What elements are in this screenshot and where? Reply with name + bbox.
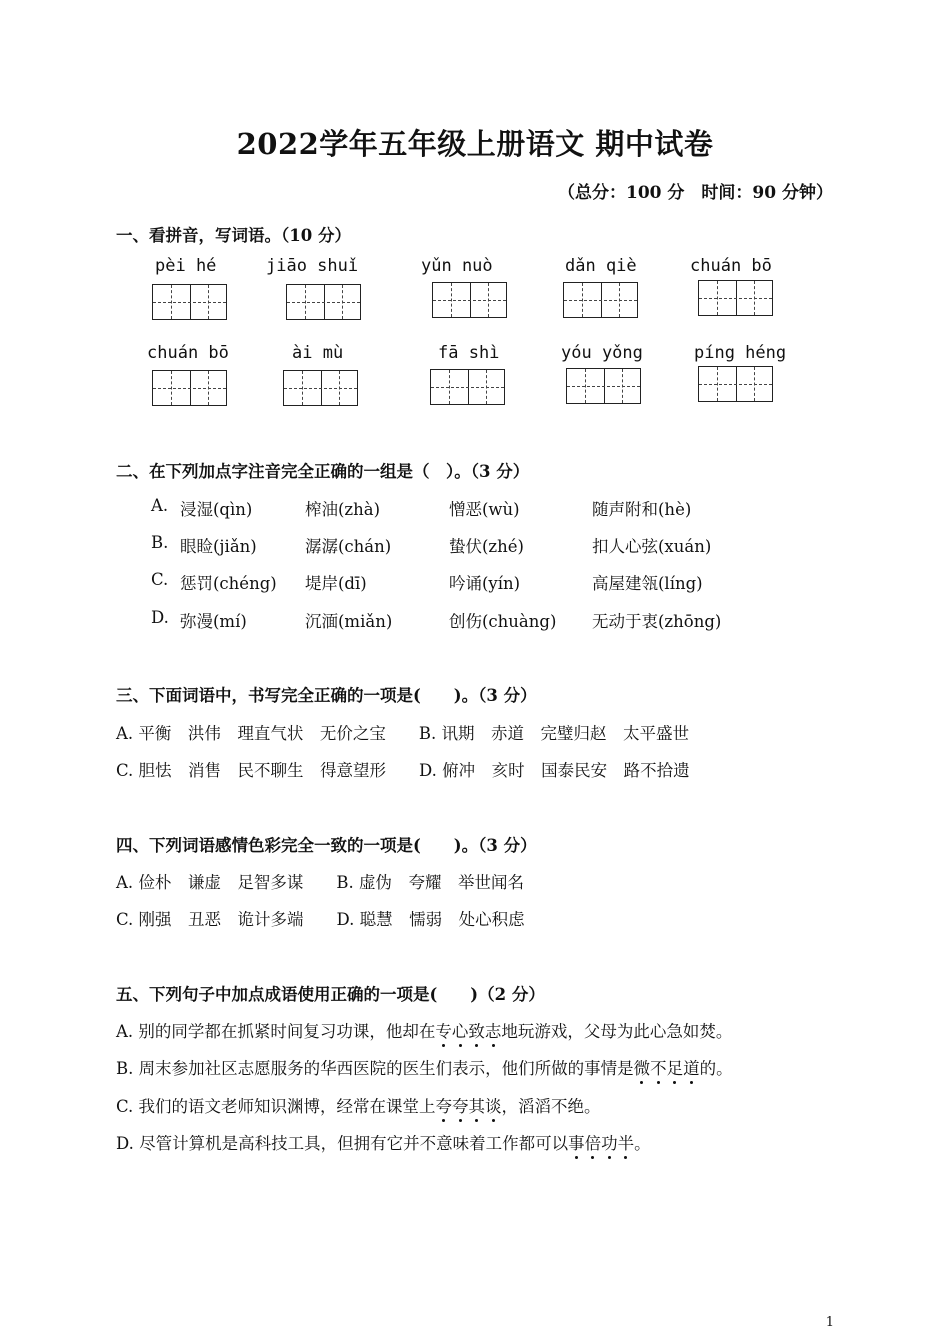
dotted-idiom [436,1097,502,1116]
answer-box-8[interactable] [430,369,505,405]
option-line: C. 胆怯 消售 民不聊生 得意望形 D. 俯冲 亥时 国泰民安 路不拾遗 [116,761,690,780]
option-line: A. 平衡 洪伟 理直气状 无价之宝 B. 讯期 赤道 完璧归赵 太平盛世 [116,724,690,743]
pinyin-7: ài mù [292,343,344,363]
option-label: D. [151,608,169,627]
option-label: C. [151,570,169,589]
dotted-char: 致 [468,1018,485,1042]
pinyin-10: píng héng [694,343,787,363]
answer-box-3[interactable] [432,282,507,318]
pinyin-4: dǎn qiè [565,256,637,276]
answer-box-4[interactable] [563,282,638,318]
dotted-idiom [568,1134,634,1153]
sentence-option-c [116,1093,601,1117]
sentence-text: 的。 [699,1059,733,1078]
option-item: 扣人心弦(xuán) [592,537,712,556]
section-1-heading: 一、看拼音，写词语。（10 分） [116,226,351,245]
answer-box-9[interactable] [566,368,641,404]
dotted-char: 心 [452,1018,469,1042]
sentence-text: D. 尽管计算机是高科技工具，但拥有它并不意味着工作都可以 [116,1134,569,1153]
option-item: 憎恶(wù) [449,500,520,519]
option-item: 浸湿(qìn) [180,500,253,519]
pinyin-1: pèi hé [155,256,217,276]
answer-box-5[interactable] [698,280,773,316]
option-item: 随声附和(hè) [592,500,692,519]
option-line: A. 俭朴 谦虚 足智多谋 B. 虚伪 夸耀 举世闻名 [116,873,525,892]
pinyin-6: chuán bō [147,343,229,363]
sentence-text: ，滔滔不绝。 [501,1097,601,1116]
sentence-text: B. 周末参加社区志愿服务的华西医院的医生们表示，他们所做的事情是 [116,1059,634,1078]
dotted-char: 事 [568,1130,585,1154]
section-5-heading: 五、下列句子中加点成语使用正确的一项是( )（2 分） [116,985,545,1004]
dotted-char: 微 [634,1055,651,1079]
dotted-char: 半 [618,1130,635,1154]
dotted-char: 志 [485,1018,502,1042]
exam-info: （总分：100 分 时间：90 分钟） [558,183,833,203]
sentence-option-d [116,1130,651,1154]
answer-box-1[interactable] [152,284,227,320]
pinyin-3: yǔn nuò [421,256,493,276]
dotted-idiom [435,1022,501,1041]
option-item: 蛰伏(zhé) [449,537,524,556]
page-number: 1 [825,1315,834,1330]
sentence-option-a [116,1018,732,1042]
answer-box-6[interactable] [152,370,227,406]
option-label: A. [151,496,169,515]
dotted-char: 谈 [485,1093,502,1117]
dotted-char: 其 [469,1093,486,1117]
option-item: 惩罚(chéng) [180,574,277,593]
section-4-heading: 四、下列词语感情色彩完全一致的一项是( )。（3 分） [116,836,537,855]
dotted-char: 倍 [585,1130,602,1154]
dotted-idiom [634,1059,700,1078]
option-item: 沉湎(miǎn) [305,612,393,631]
section-2-heading: 二、在下列加点字注音完全正确的一组是（ ）。（3 分） [116,462,530,481]
dotted-char: 功 [601,1130,618,1154]
pinyin-2: jiāo shuǐ [266,256,359,276]
sentence-text: C. 我们的语文老师知识渊博，经常在课堂上 [116,1097,436,1116]
dotted-char: 夸 [452,1093,469,1117]
option-item: 弥漫(mí) [180,612,247,631]
answer-box-10[interactable] [698,366,773,402]
option-item: 无动于衷(zhōng) [592,612,722,631]
option-item: 高屋建瓴(líng) [592,574,703,593]
dotted-char: 夸 [436,1093,453,1117]
option-item: 吟诵(yín) [449,574,521,593]
pinyin-5: chuán bō [690,256,772,276]
option-label: B. [151,533,169,552]
answer-box-7[interactable] [283,370,358,406]
dotted-char: 专 [435,1018,452,1042]
page-title: 2022学年五年级上册语文 期中试卷 [236,127,714,161]
dotted-char: 足 [667,1055,684,1079]
pinyin-8: fā shì [438,343,500,363]
option-item: 潺潺(chán) [305,537,392,556]
option-line: C. 刚强 丑恶 诡计多端 D. 聪慧 懦弱 处心积虑 [116,910,525,929]
sentence-option-b [116,1055,733,1079]
sentence-text: 地玩游戏，父母为此心急如焚。 [501,1022,733,1041]
option-item: 榨油(zhà) [305,500,381,519]
option-item: 堤岸(dī) [305,574,367,593]
answer-box-2[interactable] [286,284,361,320]
option-item: 眼睑(jiǎn) [180,537,257,556]
dotted-char: 不 [650,1055,667,1079]
dotted-char: 道 [683,1055,700,1079]
option-item: 创伤(chuàng) [449,612,557,631]
sentence-text: 。 [634,1134,651,1153]
pinyin-9: yóu yǒng [561,343,643,363]
section-3-heading: 三、下面词语中，书写完全正确的一项是( )。（3 分） [116,686,537,705]
sentence-text: A. 别的同学都在抓紧时间复习功课，他却在 [116,1022,436,1041]
